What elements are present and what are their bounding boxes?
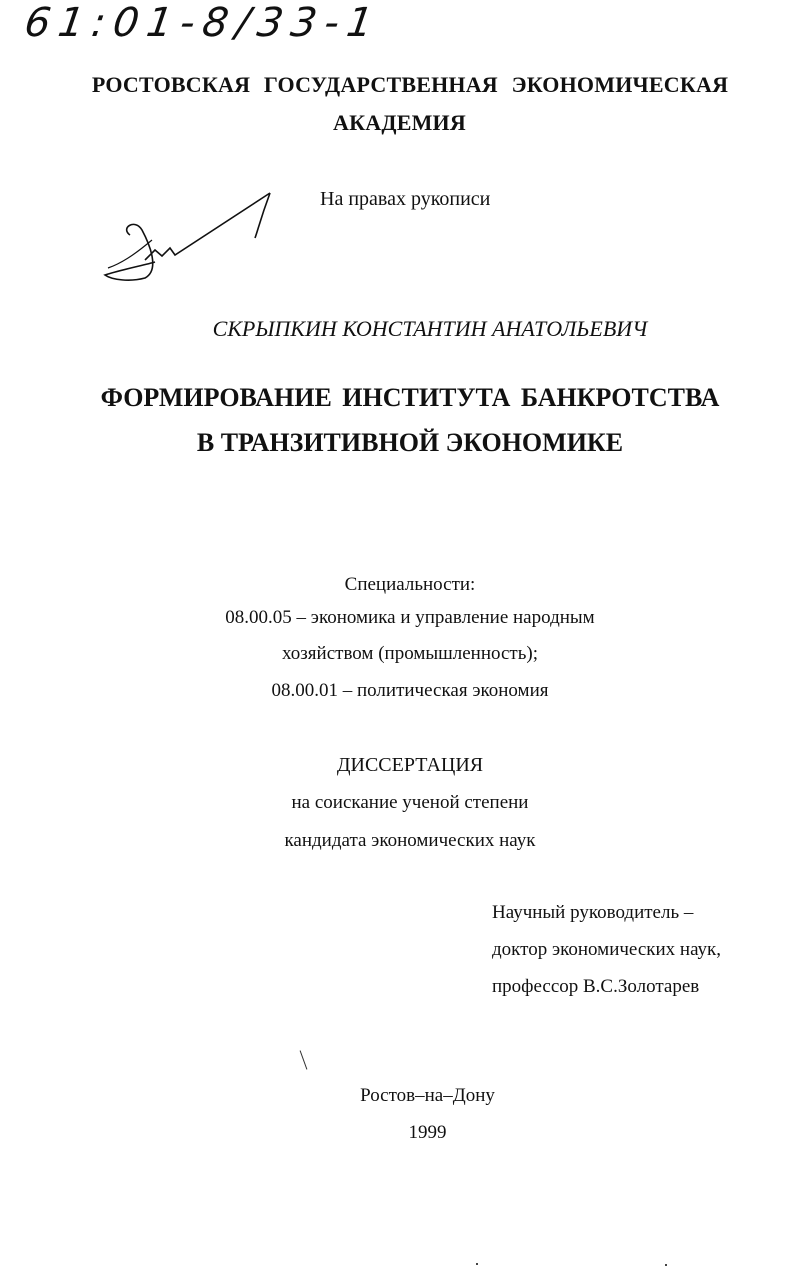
degree-line: кандидата экономических наук bbox=[284, 830, 536, 851]
advisor-line: доктор экономических наук, bbox=[492, 939, 722, 960]
year: 1999 bbox=[408, 1122, 447, 1143]
institution-name-line2: АКАДЕМИЯ bbox=[333, 110, 466, 135]
institution-name-line1: РОСТОВСКАЯ ГОСУДАРСТВЕННАЯ ЭКОНОМИЧЕСКАЯ bbox=[91, 72, 729, 97]
scan-speck bbox=[665, 1264, 667, 1266]
specialties-heading: Специальности: bbox=[344, 574, 476, 595]
specialty-line: 08.00.01 – политическая экономия bbox=[271, 680, 549, 701]
advisor-line: профессор В.С.Золотарев bbox=[492, 976, 700, 997]
degree-line: на соискание ученой степени bbox=[291, 792, 529, 813]
author-name: СКРЫПКИН КОНСТАНТИН АНАТОЛЬЕВИЧ bbox=[212, 316, 648, 341]
specialty-line: 08.00.05 – экономика и управление народным bbox=[225, 607, 595, 628]
specialty-line: хозяйством (промышленность); bbox=[282, 643, 538, 664]
manuscript-rights-note: На правах рукописи bbox=[320, 188, 491, 210]
pen-mark bbox=[300, 1050, 308, 1069]
dissertation-heading: ДИССЕРТАЦИЯ bbox=[336, 754, 484, 776]
city: Ростов–на–Дону bbox=[360, 1085, 495, 1106]
dissertation-title-line2: В ТРАНЗИТИВНОЙ ЭКОНОМИКЕ bbox=[196, 428, 624, 457]
signature-icon bbox=[100, 190, 280, 290]
scan-speck bbox=[476, 1263, 478, 1265]
advisor-line: Научный руководитель – bbox=[492, 902, 694, 923]
dissertation-title-line1: ФОРМИРОВАНИЕ ИНСТИТУТА БАНКРОТСТВА bbox=[100, 383, 720, 412]
handwritten-catalog-code: 61:01-8/33-1 bbox=[21, 0, 384, 46]
